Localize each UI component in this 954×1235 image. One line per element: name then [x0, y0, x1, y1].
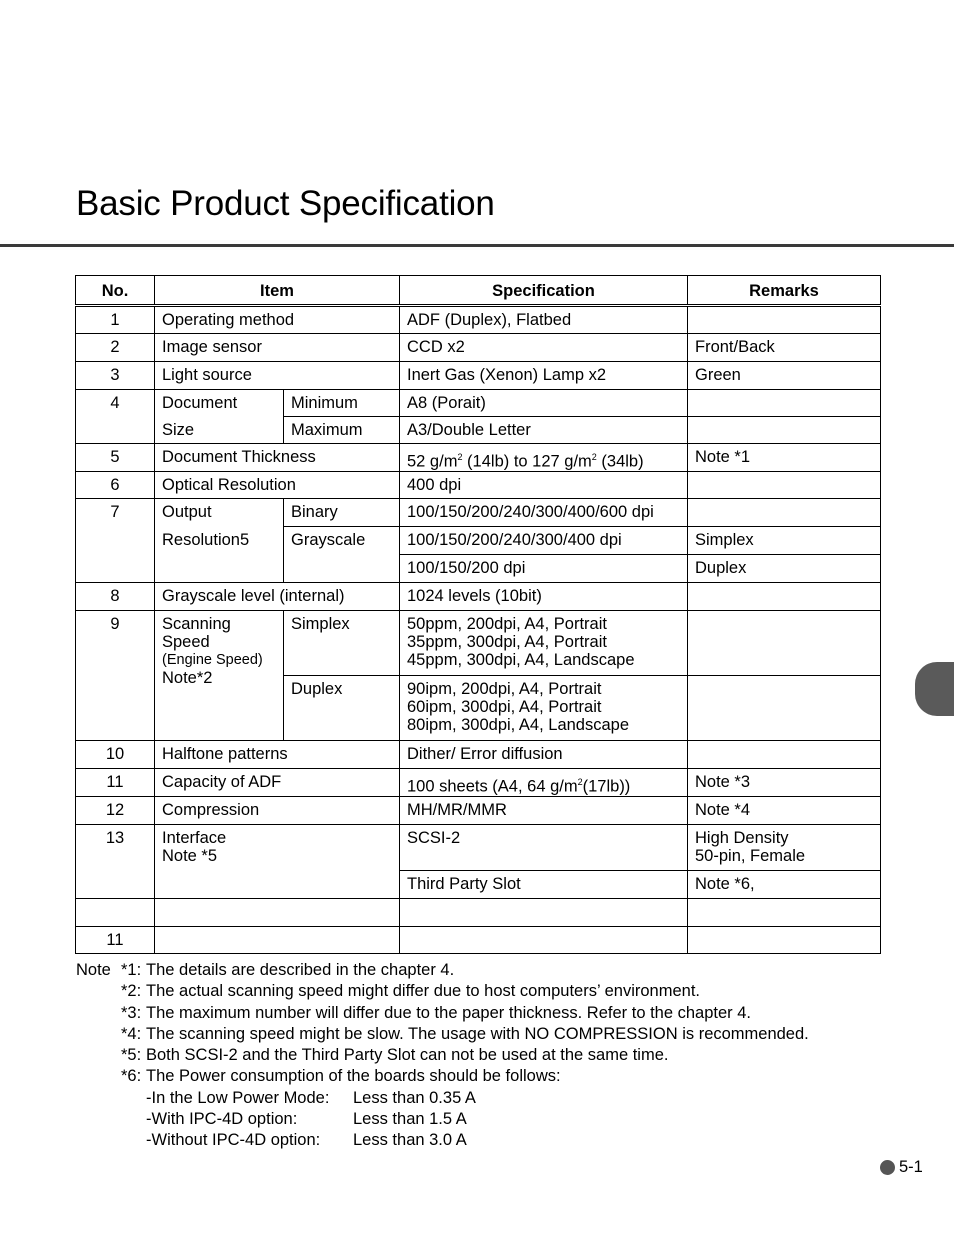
- footnote: [76, 1003, 896, 1024]
- row-no: 6: [76, 472, 155, 499]
- row-remarks: [688, 390, 881, 417]
- row-spec: Third Party Slot: [400, 870, 688, 898]
- row-remarks: Duplex: [688, 555, 881, 583]
- note-text: The actual scanning speed might differ due to host computers’ environment.: [146, 982, 700, 1001]
- row-no: 5: [76, 444, 155, 472]
- footnote: [76, 1024, 896, 1045]
- page-title: Basic Product Specification: [76, 184, 495, 223]
- table-row: [76, 334, 881, 362]
- row-remarks: Green: [688, 362, 881, 390]
- spec-line: 90ipm, 200dpi, A4, Portrait: [407, 680, 602, 698]
- row-spec: Dither/ Error diffusion: [400, 741, 688, 769]
- page-number-text: 5-1: [899, 1158, 923, 1176]
- row-spec: 100/150/200/240/300/400/600 dpi: [400, 499, 688, 527]
- row-spec: 100/150/200 dpi: [400, 555, 688, 583]
- row-item: [155, 824, 400, 898]
- power-value: Less than 1.5 A: [353, 1110, 467, 1129]
- row-spec: [400, 676, 688, 741]
- row-spec: 1024 levels (10bit): [400, 583, 688, 611]
- row-remarks: [688, 583, 881, 611]
- row-spec: SCSI-2: [400, 824, 688, 870]
- item-line: Size: [162, 421, 195, 439]
- item-line: Document: [162, 394, 238, 412]
- title-divider: [0, 244, 954, 247]
- power-value: Less than 0.35 A: [353, 1088, 476, 1107]
- row-subitem: Grayscale: [284, 527, 400, 583]
- row-item: Operating method: [155, 306, 400, 334]
- row-item: Light source: [155, 362, 400, 390]
- row-spec: [400, 444, 688, 472]
- table-row: [76, 898, 881, 926]
- chapter-tab-marker: [915, 662, 954, 716]
- table-row: [76, 362, 881, 390]
- note-key: *5:: [121, 1046, 142, 1065]
- item-line: Resolution5: [162, 531, 250, 549]
- footnote: [76, 1066, 896, 1087]
- spec-line: 45ppm, 300dpi, A4, Landscape: [407, 651, 635, 669]
- power-row: [76, 1130, 896, 1151]
- row-item: Optical Resolution: [155, 472, 400, 499]
- note-key: *3:: [121, 1003, 142, 1022]
- spec-text: 100 sheets (A4, 64 g/m: [407, 777, 578, 796]
- power-row: [76, 1109, 896, 1130]
- superscript: 2: [577, 777, 583, 787]
- table-row: [76, 741, 881, 769]
- row-spec: [400, 769, 688, 797]
- specification-table: [75, 275, 881, 954]
- row-spec: [400, 898, 688, 926]
- row-item: Grayscale level (internal): [155, 583, 400, 611]
- spec-text: 52 g/m: [407, 452, 458, 471]
- header-remarks: Remarks: [688, 276, 881, 306]
- table-row: [76, 796, 881, 824]
- row-subitem: Duplex: [284, 676, 400, 741]
- row-item: [155, 390, 284, 444]
- remarks-line: 50-pin, Female: [695, 846, 806, 865]
- power-label: -Without IPC-4D option:: [146, 1131, 321, 1150]
- row-spec: MH/MR/MMR: [400, 796, 688, 824]
- footnotes: [76, 960, 896, 1152]
- table-row: [76, 472, 881, 499]
- spec-line: 50ppm, 200dpi, A4, Portrait: [407, 615, 607, 633]
- table-row: [76, 824, 881, 870]
- footnote: [76, 960, 896, 981]
- row-subitem: Simplex: [284, 611, 400, 676]
- row-remarks: [688, 306, 881, 334]
- page-number: [880, 1158, 923, 1177]
- note-key: *4:: [121, 1024, 142, 1043]
- row-remarks: [688, 824, 881, 870]
- header-specification: Specification: [400, 276, 688, 306]
- note-text: The maximum number will differ due to the paper thickness. Refer to the chapter 4.: [146, 1003, 751, 1022]
- power-row: [76, 1088, 896, 1109]
- table-row: [76, 611, 881, 676]
- note-text: The scanning speed might be slow. The usage with NO COMPRESSION is recommended.: [146, 1024, 809, 1043]
- row-no: 8: [76, 583, 155, 611]
- superscript: 2: [457, 452, 463, 462]
- spec-text: (34lb): [596, 452, 644, 471]
- row-no: 2: [76, 334, 155, 362]
- spec-text: (17lb)): [582, 777, 631, 796]
- footnote: [76, 981, 896, 1002]
- row-spec: [400, 926, 688, 953]
- row-no: 9: [76, 611, 155, 741]
- item-line: Note *5: [162, 846, 218, 865]
- note-indent: [76, 1045, 121, 1066]
- row-remarks: [688, 472, 881, 499]
- item-line: Scanning: [162, 615, 231, 633]
- row-spec: CCD x2: [400, 334, 688, 362]
- spec-line: 35ppm, 300dpi, A4, Portrait: [407, 633, 607, 651]
- note-lead: Note: [76, 961, 111, 979]
- item-line: Interface: [162, 828, 227, 847]
- row-item: [155, 611, 284, 741]
- superscript: 2: [591, 452, 597, 462]
- row-remarks: [688, 741, 881, 769]
- table-row: [76, 769, 881, 797]
- row-item: Halftone patterns: [155, 741, 400, 769]
- row-spec: 400 dpi: [400, 472, 688, 499]
- row-remarks: [688, 611, 881, 676]
- row-remarks: [688, 499, 881, 527]
- row-spec: A8 (Porait): [400, 390, 688, 417]
- row-no: 4: [76, 390, 155, 444]
- note-indent: [76, 1024, 121, 1045]
- spec-text: (14lb) to 127 g/m: [462, 452, 592, 471]
- note-indent: [76, 1066, 121, 1087]
- remarks-line: High Density: [695, 828, 789, 847]
- row-no: 7: [76, 499, 155, 583]
- power-value: Less than 3.0 A: [353, 1131, 467, 1150]
- note-text: Both SCSI-2 and the Third Party Slot can not be used at the same time.: [146, 1046, 669, 1065]
- row-no: 3: [76, 362, 155, 390]
- item-line: (Engine Speed): [162, 652, 263, 668]
- row-no: 12: [76, 796, 155, 824]
- footnote: [76, 1045, 896, 1066]
- row-no: 1: [76, 306, 155, 334]
- row-spec: ADF (Duplex), Flatbed: [400, 306, 688, 334]
- row-no: 11: [76, 769, 155, 797]
- row-remarks: Front/Back: [688, 334, 881, 362]
- note-key: *2:: [121, 982, 142, 1001]
- table-row: [76, 444, 881, 472]
- power-label: -In the Low Power Mode:: [146, 1088, 330, 1107]
- row-remarks: [688, 926, 881, 953]
- row-remarks: Note *6,: [688, 870, 881, 898]
- note-text: The Power consumption of the boards should be follows:: [146, 1067, 561, 1086]
- row-subitem: Maximum: [284, 417, 400, 444]
- row-no: [76, 898, 155, 926]
- row-spec: Inert Gas (Xenon) Lamp x2: [400, 362, 688, 390]
- item-line: Output: [162, 503, 212, 521]
- row-item: Capacity of ADF: [155, 769, 400, 797]
- row-item: Image sensor: [155, 334, 400, 362]
- row-subitem: Minimum: [284, 390, 400, 417]
- row-remarks: [688, 898, 881, 926]
- note-indent: [76, 1003, 121, 1024]
- table-row: [76, 499, 881, 527]
- row-spec: [400, 611, 688, 676]
- row-item: Compression: [155, 796, 400, 824]
- row-remarks: Simplex: [688, 527, 881, 555]
- row-item: [155, 499, 284, 583]
- header-no: No.: [76, 276, 155, 306]
- row-spec: 100/150/200/240/300/400 dpi: [400, 527, 688, 555]
- note-text: The details are described in the chapter 4.: [146, 961, 455, 979]
- table-row: [76, 306, 881, 334]
- header-item: Item: [155, 276, 400, 306]
- item-line: Note*2: [162, 669, 213, 687]
- row-item: [155, 926, 400, 953]
- row-item: [155, 898, 400, 926]
- row-no: 10: [76, 741, 155, 769]
- spec-line: 60ipm, 300dpi, A4, Portrait: [407, 698, 602, 716]
- row-remarks: Note *3: [688, 769, 881, 797]
- row-item: Document Thickness: [155, 444, 400, 472]
- row-remarks: Note *1: [688, 444, 881, 472]
- note-key: *6:: [121, 1067, 142, 1086]
- note-indent: [76, 981, 121, 1002]
- bullet-icon: [880, 1160, 895, 1175]
- row-remarks: [688, 676, 881, 741]
- spec-line: 80ipm, 300dpi, A4, Landscape: [407, 716, 630, 734]
- table-row: [76, 390, 881, 417]
- power-label: -With IPC-4D option:: [146, 1110, 298, 1129]
- table-row: [76, 583, 881, 611]
- row-no: 11: [76, 926, 155, 953]
- row-remarks: Note *4: [688, 796, 881, 824]
- row-remarks: [688, 417, 881, 444]
- item-line: Speed: [162, 633, 210, 651]
- note-key: *1:: [121, 961, 142, 979]
- table-header-row: [76, 276, 881, 306]
- row-subitem: Binary: [284, 499, 400, 527]
- row-no: 13: [76, 824, 155, 898]
- table-row: [76, 926, 881, 953]
- row-spec: A3/Double Letter: [400, 417, 688, 444]
